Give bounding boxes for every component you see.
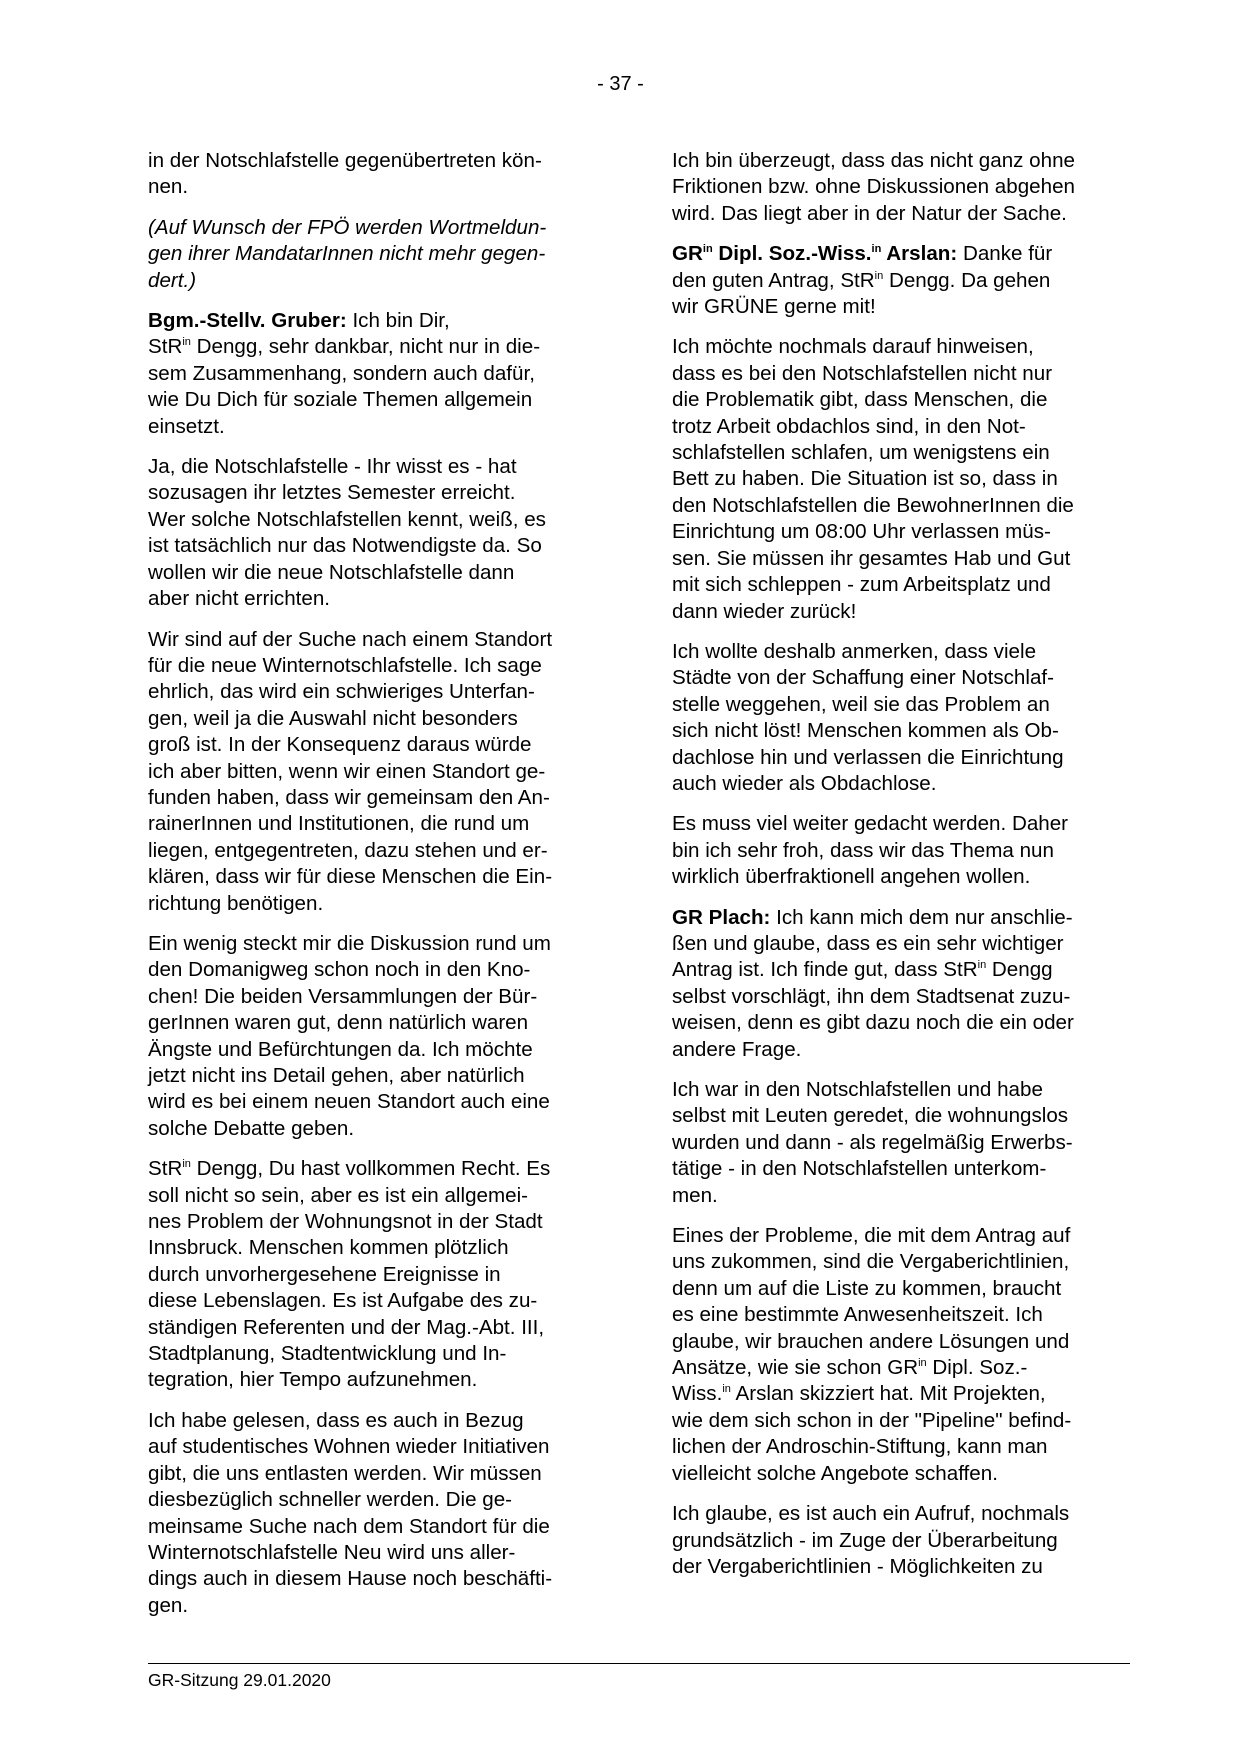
text-fragment: Dengg: [986, 958, 1053, 982]
paragraph: [148, 1408, 610, 1619]
superscript: in: [702, 243, 713, 256]
text-line: gen ihrer MandatarInnen nicht mehr gegen-: [148, 242, 546, 266]
text-fragment: Ich bin Dir,: [346, 309, 450, 333]
footer-divider: [148, 1663, 1130, 1664]
text-line: dass es bei den Notschlafstellen nicht nur: [672, 361, 1053, 385]
text-line: (Auf Wunsch der FPÖ werden Wortmeldun-: [148, 215, 547, 239]
editorial-note: [148, 215, 610, 294]
text-line: [672, 241, 1132, 267]
text-line: uns zukommen, sind die Vergaberichtlinien,: [672, 1250, 1070, 1274]
text-line: Ein wenig steckt mir die Diskussion rund um: [148, 931, 551, 955]
paragraph: [672, 905, 1132, 1063]
text-line: wirklich überfraktionell angehen wollen.: [672, 865, 1031, 889]
text-line: Winternotschlafstelle Neu wird uns aller-: [148, 1540, 516, 1564]
text-line: Stadtplanung, Stadtentwicklung und In-: [148, 1342, 507, 1366]
text-line: Ich bin überzeugt, dass das nicht ganz ohne: [672, 149, 1075, 172]
text-line: nen.: [148, 175, 189, 199]
text-fragment: Ich kann mich dem nur anschlie-: [770, 905, 1073, 929]
text-line: stelle weggehen, weil sie das Problem an: [672, 692, 1050, 716]
text-line: [672, 1355, 1132, 1381]
text-line: bin ich sehr froh, dass wir das Thema nun: [672, 838, 1054, 862]
paragraph: [148, 148, 610, 201]
text-line: sem Zusammenhang, sondern auch dafür,: [148, 361, 535, 385]
text-line: dert.): [148, 268, 197, 292]
superscript: in: [871, 243, 882, 256]
paragraph: [672, 148, 1132, 227]
text-line: Es muss viel weiter gedacht werden. Daher: [672, 812, 1069, 836]
text-line: ständigen Referenten und der Mag.-Abt. III,: [148, 1315, 545, 1339]
text-line: dann wieder zurück!: [672, 599, 857, 623]
text-line: selbst vorschlägt, ihn dem Stadtsenat zuzu-: [672, 984, 1071, 1008]
text-line: Einrichtung um 08:00 Uhr verlassen müs-: [672, 520, 1051, 544]
text-line: [672, 1381, 1132, 1407]
text-line: sozusagen ihr letztes Semester erreicht.: [148, 481, 516, 505]
text-line: [672, 905, 1132, 931]
text-fragment: Dipl. Soz.-Wiss.: [712, 242, 872, 266]
text-fragment: Ansätze, wie sie schon GR: [672, 1356, 919, 1380]
text-fragment: Dengg, Du hast vollkommen Recht. Es: [190, 1157, 551, 1181]
text-line: denn um auf die Liste zu kommen, braucht: [672, 1276, 1062, 1300]
text-line: groß ist. In der Konsequenz daraus würde: [148, 733, 532, 757]
footer-session-date: GR-Sitzung 29.01.2020: [148, 1670, 331, 1690]
text-line: Ängste und Befürchtungen da. Ich möchte: [148, 1037, 533, 1061]
paragraph: [672, 1501, 1132, 1580]
text-line: Eines der Probleme, die mit dem Antrag auf: [672, 1224, 1071, 1248]
text-line: solche Debatte geben.: [148, 1116, 355, 1140]
paragraph: [672, 241, 1132, 320]
text-line: wie Du Dich für soziale Themen allgemein: [148, 388, 533, 412]
text-line: Ja, die Notschlafstelle - Ihr wisst es - hat: [148, 455, 517, 479]
text-line: gen.: [148, 1593, 189, 1617]
superscript: in: [182, 1158, 191, 1171]
text-line: den Domanigweg schon noch in den Kno-: [148, 958, 531, 982]
text-line: weisen, denn es gibt dazu noch die ein oder: [672, 1011, 1074, 1035]
text-line: richtung benötigen.: [148, 891, 324, 915]
paragraph: [672, 334, 1132, 624]
superscript: in: [182, 336, 191, 349]
superscript: in: [722, 1383, 731, 1396]
text-line: klären, dass wir für diese Menschen die Ein-: [148, 865, 553, 889]
text-line: nes Problem der Wohnungsnot in der Stadt: [148, 1210, 543, 1234]
text-line: auf studentisches Wohnen wieder Initiativen: [148, 1435, 550, 1459]
speaker-name: Bgm.-Stellv. Gruber:: [148, 309, 347, 333]
text-line: dings auch in diesem Hause noch beschäfti-: [148, 1567, 553, 1591]
text-line: Ich war in den Notschlafstellen und habe: [672, 1078, 1043, 1101]
paragraph: [148, 1156, 610, 1394]
text-line: [148, 308, 610, 334]
text-line: men.: [672, 1183, 718, 1207]
superscript: in: [918, 1357, 927, 1370]
text-line: Friktionen bzw. ohne Diskussionen abgehen: [672, 175, 1075, 199]
text-fragment: StR: [148, 335, 183, 359]
text-line: trotz Arbeit obdachlos sind, in den Not-: [672, 414, 1026, 438]
paragraph: [672, 1223, 1132, 1487]
text-fragment: Arslan:: [881, 242, 958, 266]
page-number: - 37 -: [597, 73, 644, 95]
text-line: wollen wir die neue Notschlafstelle dann: [148, 560, 515, 584]
left-column: [148, 148, 610, 1633]
text-line: durch unvorhergesehene Ereignisse in: [148, 1262, 501, 1286]
text-line: sen. Sie müssen ihr gesamtes Hab und Gut: [672, 546, 1071, 570]
text-line: es eine bestimmte Anwesenheitszeit. Ich: [672, 1303, 1043, 1327]
text-line: chen! Die beiden Versammlungen der Bür-: [148, 984, 538, 1008]
text-line: wir GRÜNE gerne mit!: [672, 295, 876, 319]
text-line: mit sich schleppen - zum Arbeitsplatz und: [672, 573, 1051, 597]
text-line: in der Notschlafstelle gegenübertreten kön-: [148, 149, 542, 172]
text-line: Städte von der Schaffung einer Notschlaf-: [672, 666, 1054, 690]
text-line: wie dem sich schon in der "Pipeline" befind-: [672, 1408, 1072, 1432]
paragraph: [148, 627, 610, 917]
text-fragment: StR: [148, 1157, 183, 1181]
text-line: rainerInnen und Institutionen, die rund um: [148, 812, 530, 836]
text-line: Ich wollte deshalb anmerken, dass viele: [672, 639, 1037, 663]
text-line: auch wieder als Obdachlose.: [672, 771, 937, 795]
text-line: einsetzt.: [148, 414, 225, 438]
text-fragment: GR: [672, 242, 703, 266]
text-line: gibt, die uns entlasten werden. Wir müssen: [148, 1461, 542, 1485]
text-fragment: Antrag ist. Ich finde gut, dass StR: [672, 958, 978, 982]
text-line: dachlose hin und verlassen die Einrichtung: [672, 745, 1064, 769]
text-line: gerInnen waren gut, denn natürlich waren: [148, 1011, 529, 1035]
speaker-name: GR Plach:: [672, 905, 771, 929]
text-fragment: Wiss.: [672, 1382, 723, 1406]
superscript: in: [874, 269, 884, 282]
speaker-name: [672, 242, 957, 265]
text-fragment: Dengg. Da gehen: [883, 268, 1051, 292]
text-line: ich aber bitten, wenn wir einen Standort ge-: [148, 759, 546, 783]
text-line: Wer solche Notschlafstellen kennt, weiß, es: [148, 507, 546, 531]
text-line: der Vergaberichtlinien - Möglichkeiten zu: [672, 1554, 1043, 1578]
text-fragment: Danke für: [957, 242, 1053, 266]
text-line: die Problematik gibt, dass Menschen, die: [672, 388, 1048, 412]
text-line: schlafstellen schlafen, um wenigstens ein: [672, 441, 1050, 465]
text-line: Wir sind auf der Suche nach einem Standort: [148, 627, 553, 651]
text-line: selbst mit Leuten geredet, die wohnungslos: [672, 1104, 1069, 1128]
text-line: den Notschlafstellen die BewohnerInnen die: [672, 493, 1074, 517]
paragraph: [148, 454, 610, 612]
text-line: wird. Das liegt aber in der Natur der Sache.: [672, 201, 1067, 225]
text-line: [672, 268, 1132, 294]
text-line: tegration, hier Tempo aufzunehmen.: [148, 1368, 478, 1392]
text-line: ßen und glaube, dass es ein sehr wichtiger: [672, 931, 1064, 955]
text-line: Ich möchte nochmals darauf hinweisen,: [672, 335, 1034, 359]
text-line: sich nicht löst! Menschen kommen als Ob-: [672, 719, 1059, 743]
text-line: Innsbruck. Menschen kommen plötzlich: [148, 1236, 509, 1260]
paragraph: [672, 811, 1132, 890]
right-column: [672, 148, 1132, 1594]
text-line: wird es bei einem neuen Standort auch eine: [148, 1090, 550, 1114]
text-line: gen, weil ja die Auswahl nicht besonders: [148, 706, 518, 730]
text-line: aber nicht errichten.: [148, 587, 331, 611]
text-line: soll nicht so sein, aber es ist ein allgemei-: [148, 1183, 529, 1207]
text-line: Ich habe gelesen, dass es auch in Bezug: [148, 1408, 524, 1432]
text-line: grundsätzlich - im Zuge der Überarbeitung: [672, 1528, 1058, 1552]
superscript: in: [977, 959, 987, 972]
text-line: vielleicht solche Angebote schaffen.: [672, 1461, 998, 1485]
text-line: tätige - in den Notschlafstellen unterkom-: [672, 1157, 1047, 1181]
text-line: liegen, entgegentreten, dazu stehen und er-: [148, 838, 548, 862]
paragraph: [148, 931, 610, 1142]
text-line: Bett zu haben. Die Situation ist so, dass in: [672, 467, 1058, 491]
text-line: diese Lebenslagen. Es ist Aufgabe des zu-: [148, 1289, 538, 1313]
text-line: andere Frage.: [672, 1037, 802, 1061]
text-line: diesbezüglich schneller werden. Die ge-: [148, 1488, 513, 1512]
text-line: [148, 1156, 610, 1182]
text-fragment: Dengg, sehr dankbar, nicht nur in die-: [190, 335, 541, 359]
text-line: lichen der Androschin-Stiftung, kann man: [672, 1435, 1048, 1459]
text-fragment: Arslan skizziert hat. Mit Projekten,: [730, 1382, 1046, 1406]
text-line: funden haben, dass wir gemeinsam den An-: [148, 785, 550, 809]
text-line: [672, 957, 1132, 983]
text-line: ehrlich, das wird ein schwieriges Unterfan-: [148, 680, 535, 704]
text-line: jetzt nicht ins Detail gehen, aber natürlich: [148, 1064, 525, 1087]
text-line: für die neue Winternotschlafstelle. Ich sage: [148, 653, 542, 677]
text-line: glaube, wir brauchen andere Lösungen und: [672, 1329, 1070, 1353]
text-line: Ich glaube, es ist auch ein Aufruf, nochmals: [672, 1502, 1070, 1526]
paragraph: [148, 308, 610, 440]
text-fragment: Dipl. Soz.-: [926, 1356, 1028, 1380]
paragraph: [672, 639, 1132, 797]
text-line: [148, 334, 610, 360]
text-line: wurden und dann - als regelmäßig Erwerbs-: [672, 1130, 1073, 1154]
text-fragment: den guten Antrag, StR: [672, 268, 875, 292]
text-line: ist tatsächlich nur das Notwendigste da. So: [148, 534, 542, 558]
text-line: meinsame Suche nach dem Standort für die: [148, 1514, 550, 1538]
paragraph: [672, 1077, 1132, 1209]
